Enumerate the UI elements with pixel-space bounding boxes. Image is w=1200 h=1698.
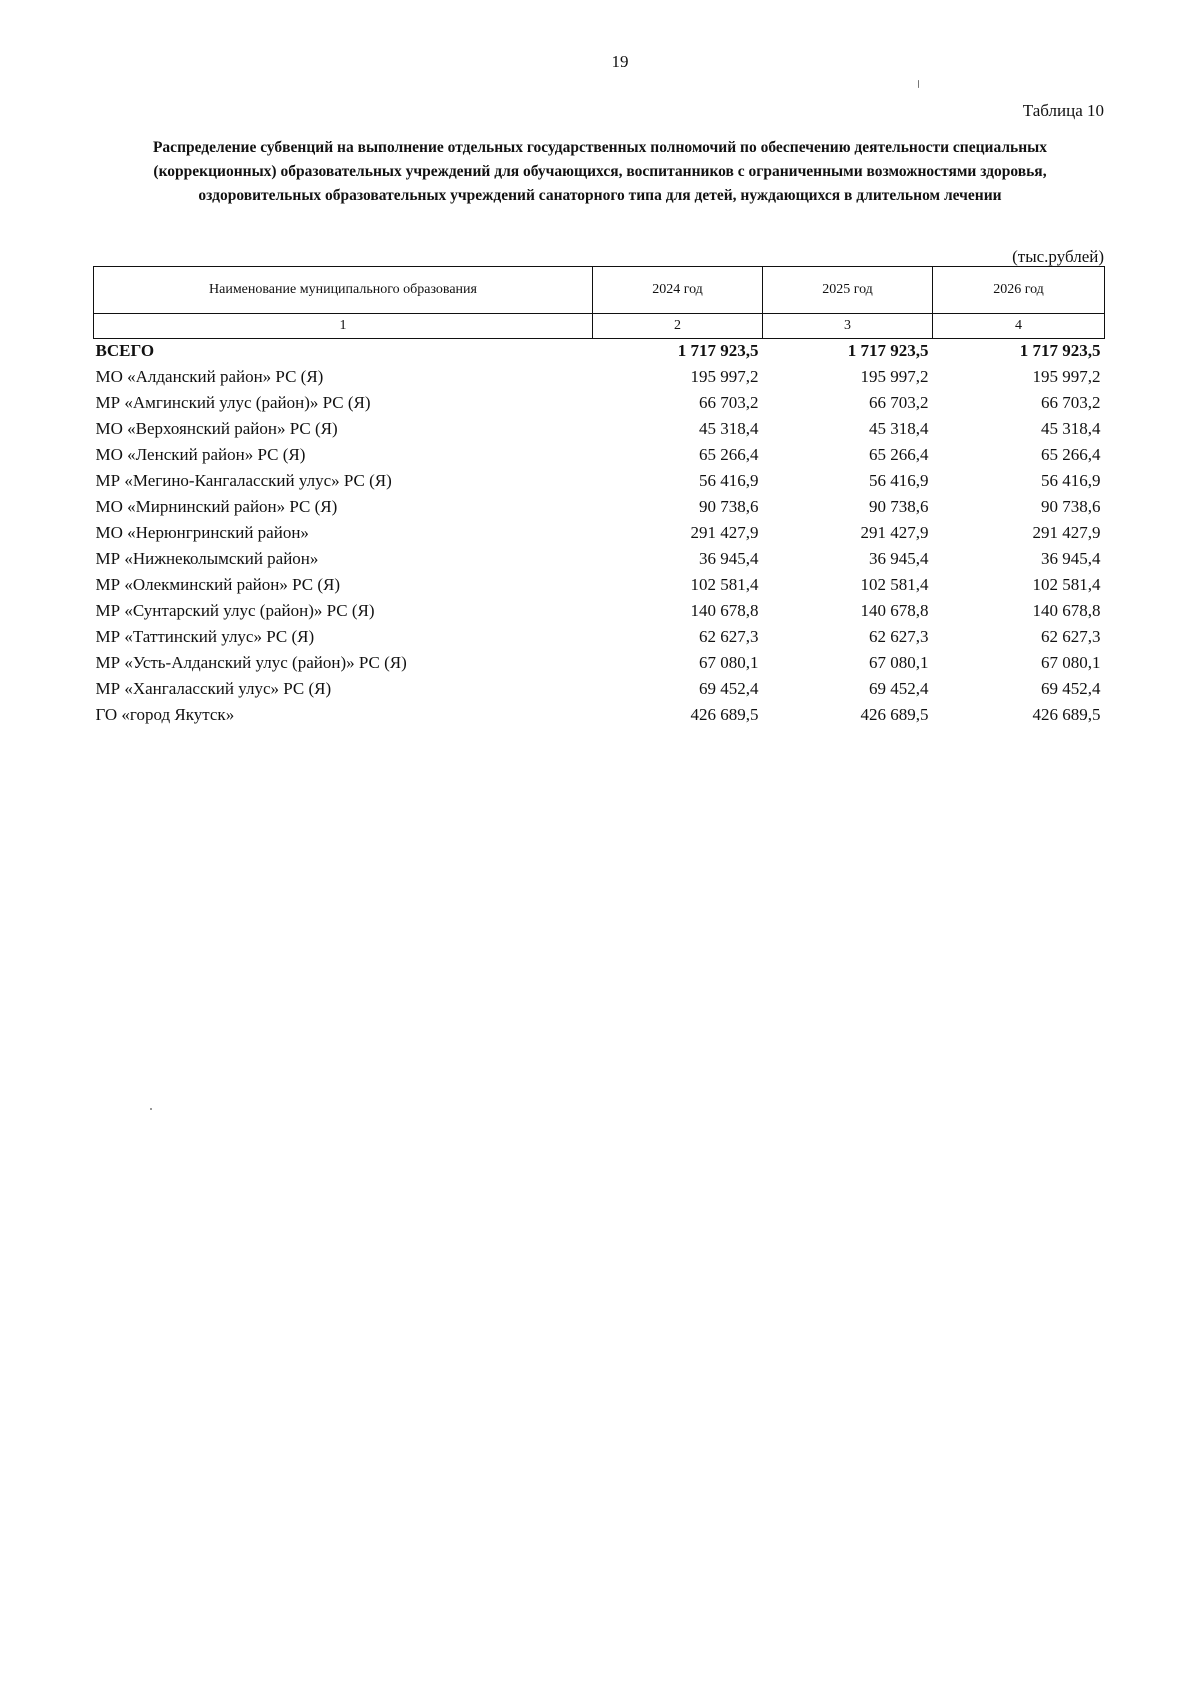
value-2026: 69 452,4 xyxy=(1041,679,1101,698)
table-body xyxy=(94,339,1105,726)
municipality-name: МР «Олекминский район» РС (Я) xyxy=(95,575,340,594)
value-2024: 195 997,2 xyxy=(690,367,759,386)
municipality-name: МР «Амгинский улус (район)» РС (Я) xyxy=(95,393,371,412)
value-2026: 62 627,3 xyxy=(1041,627,1101,646)
value-2024: 56 416,9 xyxy=(699,471,759,490)
scan-speck xyxy=(150,1108,152,1110)
value-2025: 36 945,4 xyxy=(869,549,929,568)
municipality-name: МО «Нерюнгринский район» xyxy=(95,523,309,542)
table-row xyxy=(94,517,1105,543)
table-row xyxy=(94,491,1105,517)
column-number-4: 4 xyxy=(933,314,1105,339)
value-2025: 291 427,9 xyxy=(860,523,929,542)
value-2026: 102 581,4 xyxy=(1032,575,1101,594)
subvention-table xyxy=(93,266,1105,725)
table-row xyxy=(94,413,1105,439)
value-2026: 66 703,2 xyxy=(1041,393,1101,412)
table-label: Таблица 10 xyxy=(1022,101,1104,120)
table-row xyxy=(94,699,1105,725)
header-2025: 2025 год xyxy=(763,267,933,314)
value-2024: 102 581,4 xyxy=(690,575,759,594)
total-2026: 1 717 923,5 xyxy=(1019,341,1101,360)
value-2026: 56 416,9 xyxy=(1041,471,1101,490)
header-2026: 2026 год xyxy=(933,267,1105,314)
table-row xyxy=(94,621,1105,647)
page-number: 19 xyxy=(611,52,629,71)
units-label: (тыс.рублей) xyxy=(1012,247,1104,266)
total-2025: 1 717 923,5 xyxy=(847,341,929,360)
value-2026: 45 318,4 xyxy=(1041,419,1101,438)
table-row xyxy=(94,595,1105,621)
total-label: ВСЕГО xyxy=(95,341,155,360)
value-2024: 426 689,5 xyxy=(690,705,759,724)
value-2024: 65 266,4 xyxy=(699,445,759,464)
total-row xyxy=(94,339,1105,362)
value-2026: 36 945,4 xyxy=(1041,549,1101,568)
value-2025: 195 997,2 xyxy=(860,367,929,386)
value-2026: 195 997,2 xyxy=(1032,367,1101,386)
value-2024: 45 318,4 xyxy=(699,419,759,438)
column-number-1: 1 xyxy=(94,314,593,339)
value-2025: 65 266,4 xyxy=(869,445,929,464)
value-2025: 90 738,6 xyxy=(869,497,929,516)
value-2026: 67 080,1 xyxy=(1041,653,1101,672)
table-row xyxy=(94,647,1105,673)
municipality-name: МР «Хангаласский улус» РС (Я) xyxy=(95,679,332,698)
value-2025: 62 627,3 xyxy=(869,627,929,646)
table-row xyxy=(94,673,1105,699)
municipality-name: МО «Алданский район» РС (Я) xyxy=(95,367,324,386)
header-municipality: Наименование муниципального образования xyxy=(94,267,593,314)
municipality-name: МР «Таттинский улус» РС (Я) xyxy=(95,627,315,646)
municipality-name: МР «Сунтарский улус (район)» РС (Я) xyxy=(95,601,375,620)
table-row xyxy=(94,439,1105,465)
value-2025: 67 080,1 xyxy=(869,653,929,672)
municipality-name: МО «Верхоянский район» РС (Я) xyxy=(95,419,338,438)
table-row xyxy=(94,465,1105,491)
table-row xyxy=(94,543,1105,569)
total-2024: 1 717 923,5 xyxy=(677,341,759,360)
municipality-name: МР «Нижнеколымский район» xyxy=(95,549,319,568)
table-header-row xyxy=(94,267,1105,314)
value-2025: 102 581,4 xyxy=(860,575,929,594)
value-2026: 140 678,8 xyxy=(1032,601,1101,620)
column-number-2: 2 xyxy=(593,314,763,339)
table-row xyxy=(94,387,1105,413)
table-row xyxy=(94,361,1105,387)
header-2024: 2024 год xyxy=(593,267,763,314)
value-2025: 140 678,8 xyxy=(860,601,929,620)
value-2024: 291 427,9 xyxy=(690,523,759,542)
value-2025: 56 416,9 xyxy=(869,471,929,490)
value-2024: 140 678,8 xyxy=(690,601,759,620)
document-title: Распределение субвенций на выполнение отдельных государственных полномочий по обеспечению деятельности специальных (коррекционных) образовательных учреждений для обучающихся, воспитанников с ограниченными возможностями здоровья, оздоровительных образовательных учреждений санаторного типа для детей, нуждающихся в длительном лечении xyxy=(152,139,1048,204)
value-2025: 45 318,4 xyxy=(869,419,929,438)
value-2024: 69 452,4 xyxy=(699,679,759,698)
value-2026: 426 689,5 xyxy=(1032,705,1101,724)
value-2026: 65 266,4 xyxy=(1041,445,1101,464)
municipality-name: МО «Ленский район» РС (Я) xyxy=(95,445,306,464)
value-2024: 90 738,6 xyxy=(699,497,759,516)
value-2024: 36 945,4 xyxy=(699,549,759,568)
column-number-row xyxy=(94,314,1105,339)
scan-speck xyxy=(918,80,919,88)
municipality-name: МР «Усть-Алданский улус (район)» РС (Я) xyxy=(95,653,407,672)
municipality-name: МО «Мирнинский район» РС (Я) xyxy=(95,497,338,516)
column-number-3: 3 xyxy=(763,314,933,339)
value-2025: 66 703,2 xyxy=(869,393,929,412)
value-2026: 90 738,6 xyxy=(1041,497,1101,516)
value-2025: 69 452,4 xyxy=(869,679,929,698)
value-2024: 62 627,3 xyxy=(699,627,759,646)
value-2024: 66 703,2 xyxy=(699,393,759,412)
value-2024: 67 080,1 xyxy=(699,653,759,672)
value-2025: 426 689,5 xyxy=(860,705,929,724)
municipality-name: ГО «город Якутск» xyxy=(95,705,235,724)
municipality-name: МР «Мегино-Кангаласский улус» РС (Я) xyxy=(95,471,392,490)
value-2026: 291 427,9 xyxy=(1032,523,1101,542)
table-row xyxy=(94,569,1105,595)
